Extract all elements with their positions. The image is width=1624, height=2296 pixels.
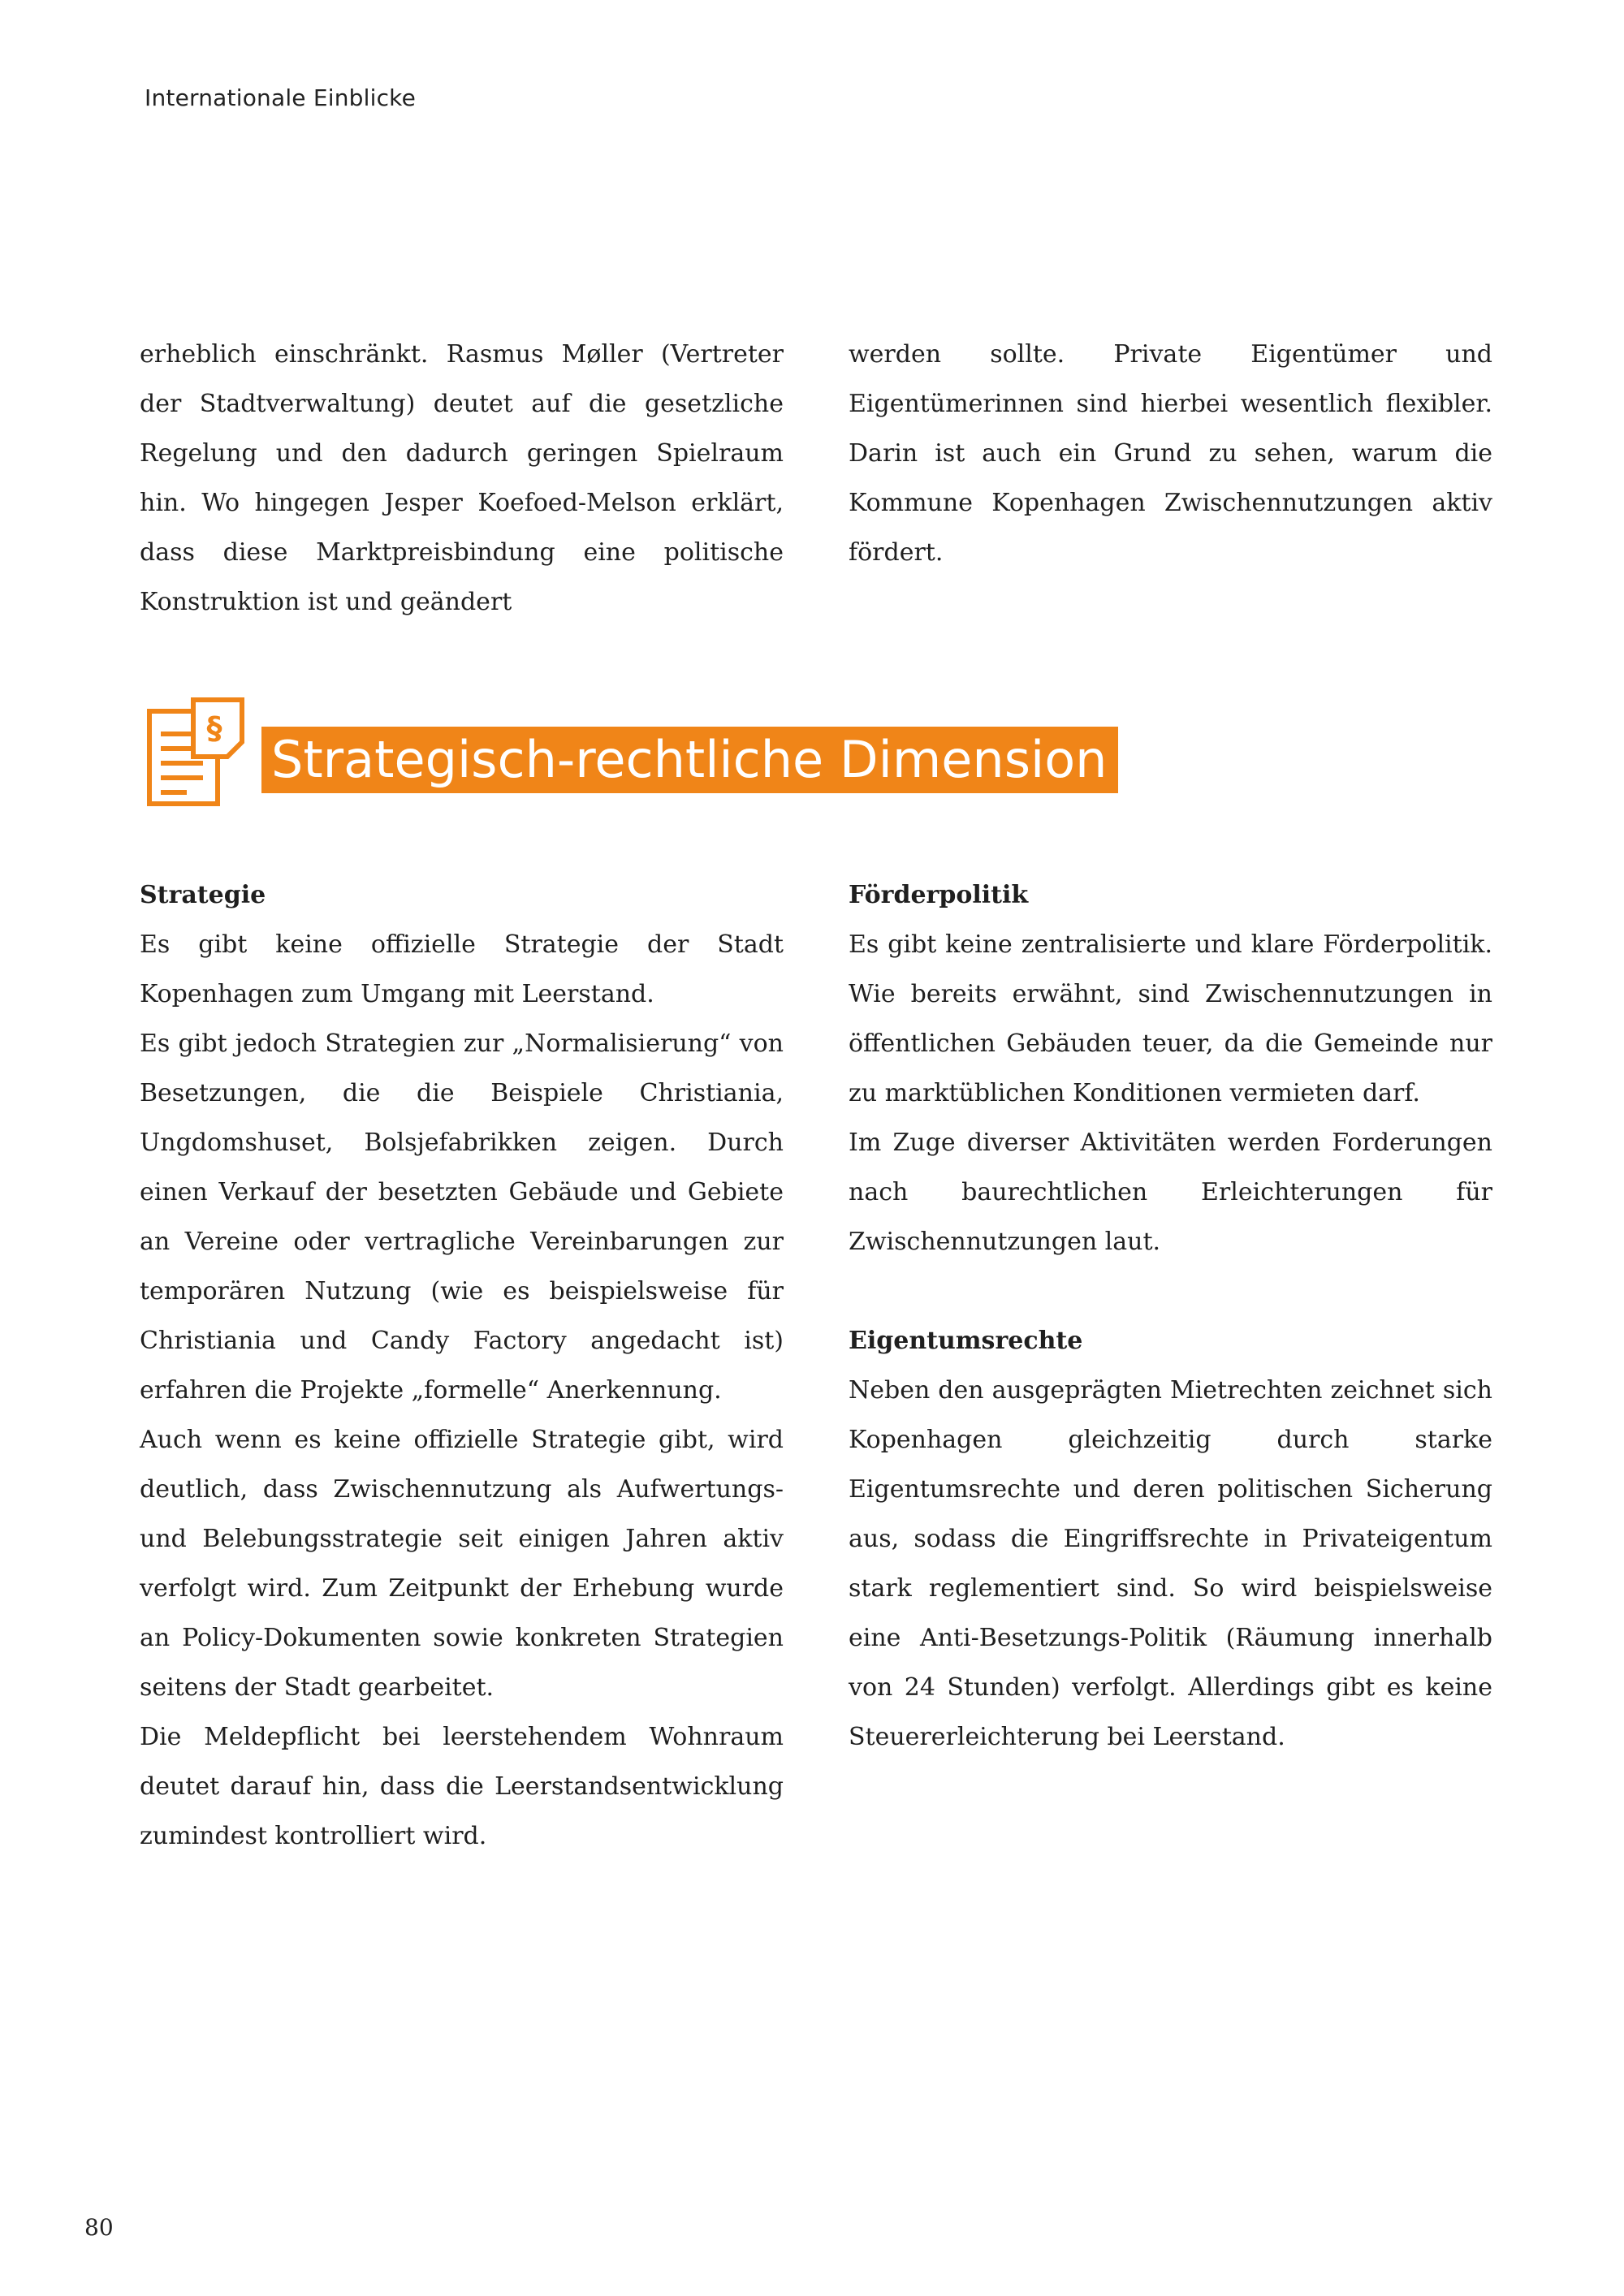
strategie-paragraph: Auch wenn es keine offizielle Strategie gibt, wird deutlich, dass Zwischennutzung als Aufwertungs- und Belebungsstrategie seit einigen Jahren aktiv verfolgt wird. Zum Zeitpunkt der Erhebung wurde an Policy-Dokumenten sowie konkreten Strategien seitens der Stadt gearbeitet. — [140, 1426, 784, 1702]
legal-document-paragraph-icon — [146, 697, 248, 807]
foerderpolitik-paragraph: Es gibt keine zentralisierte und klare Förderpolitik. Wie bereits erwähnt, sind Zwischennutzungen in öffentlichen Gebäuden teuer, da die Gemeinde nur zu marktüblichen Konditionen vermieten darf. — [849, 930, 1492, 1107]
svg-text:§: § — [206, 710, 222, 746]
strategie-paragraph: Es gibt jedoch Strategien zur „Normalisierung“ von Besetzungen, die die Beispiele Christiania, Ungdomshuset, Bolsjefabrikken zeigen. Durch einen Verkauf der besetzten Gebäude und Gebiete an Vereine oder vertragliche Vereinbarungen zur temporären Nutzung (wie es beispielsweise für Christiania und Candy Factory angedacht ist) erfahren die Projekte „formelle“ Anerkennung. — [140, 1029, 784, 1405]
foerderpolitik-paragraph: Im Zuge diverser Aktivitäten werden Forderungen nach baurechtlichen Erleichterungen für Zwischennutzungen laut. — [849, 1129, 1492, 1256]
foerderpolitik-heading: Förderpolitik — [849, 881, 1029, 909]
page-number: 80 — [84, 2214, 114, 2241]
section-title: Strategisch-rechtliche Dimension — [261, 727, 1118, 793]
intro-right-paragraph: werden sollte. Private Eigentümer und Eigentümerinnen sind hierbei wesentlich flexibler. Darin ist auch ein Grund zu sehen, warum die Kommune Kopenhagen Zwischennutzungen aktiv fördert. — [849, 340, 1492, 567]
eigentumsrechte-heading: Eigentumsrechte — [849, 1327, 1083, 1355]
eigentumsrechte-paragraph: Neben den ausgeprägten Mietrechten zeichnet sich Kopenhagen gleichzeitig durch starke Eigentumsrechte und deren politischen Sicherung aus, sodass die Eingriffsrechte in Privateigentum stark reglementiert sind. So wird beispielsweise eine Anti-Besetzungs-Politik (Räumung innerhalb von 24 Stunden) verfolgt. Allerdings gibt es keine Steuererleichterung bei Leerstand. — [849, 1376, 1492, 1751]
section-spacer — [849, 1267, 1492, 1316]
right-sections-column — [849, 870, 1492, 1762]
intro-right-column — [849, 330, 1492, 577]
intro-left-column — [140, 330, 784, 627]
strategie-paragraph: Die Meldepflicht bei leerstehendem Wohnraum deutet darauf hin, dass die Leerstandsentwicklung zumindest kontrolliert wird. — [140, 1723, 784, 1850]
running-head: Internationale Einblicke — [145, 84, 417, 111]
intro-left-paragraph: erheblich einschränkt. Rasmus Møller (Vertreter der Stadtverwaltung) deutet auf die gesetzliche Regelung und den dadurch geringen Spielraum hin. Wo hingegen Jesper Koefoed-Melson erklärt, dass diese Marktpreisbindung eine politische Konstruktion ist und geändert — [140, 340, 784, 616]
strategie-paragraph: Es gibt keine offizielle Strategie der Stadt Kopenhagen zum Umgang mit Leerstand. — [140, 930, 784, 1008]
strategie-heading: Strategie — [140, 881, 266, 909]
strategie-column — [140, 870, 784, 1861]
